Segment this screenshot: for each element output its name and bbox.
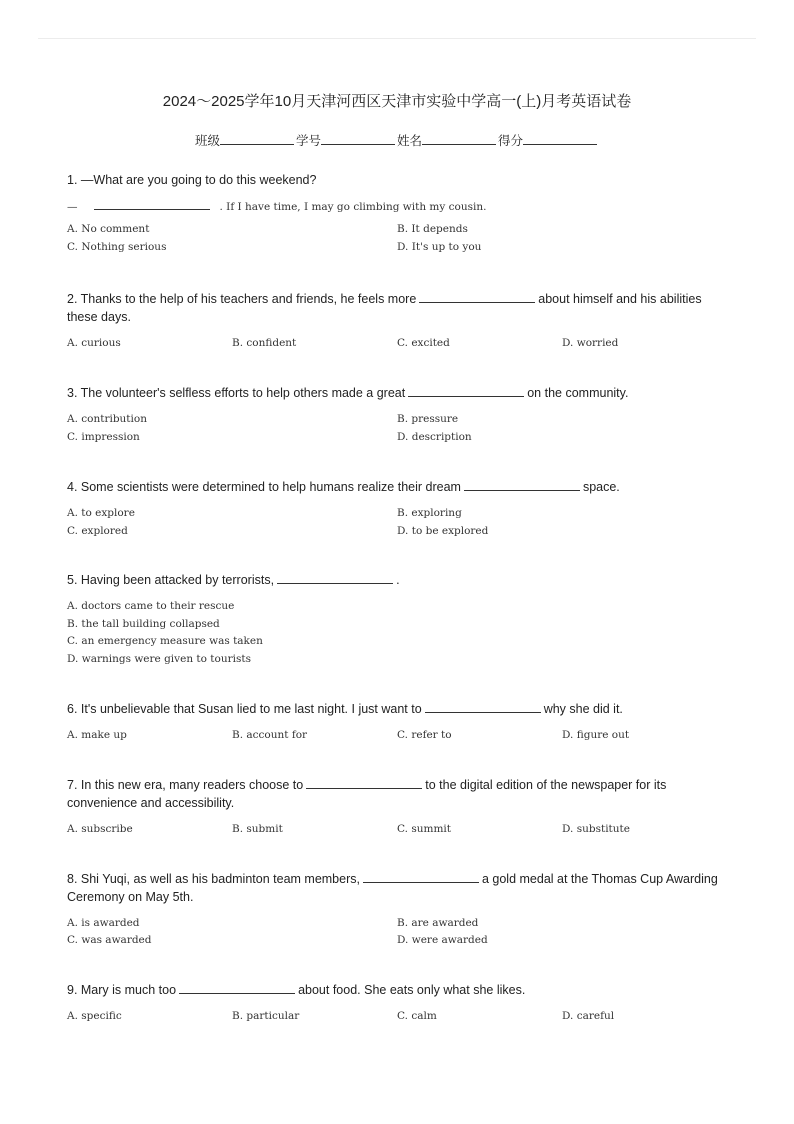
class-label: 班级 (194, 134, 220, 148)
options (67, 820, 727, 838)
question-5 (67, 571, 727, 668)
option-a[interactable]: A. subscribe (67, 822, 133, 835)
option-a[interactable]: A. to explore (67, 507, 135, 520)
option-a[interactable]: A. doctors came to their rescue (67, 600, 235, 613)
question-stem (67, 776, 727, 812)
answer-blank[interactable] (408, 384, 524, 397)
answer-blank[interactable] (179, 981, 295, 994)
option-a[interactable]: A. No comment (67, 223, 150, 236)
stem-text: 8. Shi Yuqi, as well as his badminton team members, (67, 872, 360, 886)
option-c[interactable]: C. excited (397, 336, 450, 349)
stem-text: 2. Thanks to the help of his teachers and friends, he feels more (67, 292, 417, 306)
question-stem (67, 981, 727, 1000)
option-b[interactable]: B. account for (232, 729, 308, 742)
question-6 (67, 700, 727, 744)
name-label: 姓名 (397, 134, 423, 148)
stem-text: 3. The volunteer's selfless efforts to help others made a great (67, 386, 406, 400)
option-c[interactable]: C. calm (397, 1010, 437, 1023)
stem-text: 6. It's unbelievable that Susan lied to me last night. I just want to (67, 702, 422, 716)
option-c[interactable]: C. was awarded (67, 934, 152, 947)
stem-text-after: a gold medal at the Thomas Cup Awarding Ceremony on May 5th. (67, 872, 718, 904)
question-4 (67, 478, 727, 540)
question-stem (67, 700, 727, 719)
options (67, 221, 727, 256)
option-d[interactable]: D. careful (562, 1010, 615, 1023)
stem-text: 1. —What are you going to do this weekend? (67, 173, 317, 187)
option-c[interactable]: C. Nothing serious (67, 240, 167, 253)
question-7 (67, 776, 727, 838)
options (67, 411, 727, 446)
stem-text-after: why she did it. (543, 702, 623, 716)
answer-blank[interactable] (419, 290, 535, 303)
stem-text-after: to the digital edition of the newspaper for its convenience and accessibility. (67, 778, 667, 810)
answer-blank[interactable] (306, 776, 422, 789)
question-8 (67, 870, 727, 949)
options (67, 334, 727, 352)
option-b[interactable]: B. confident (232, 336, 297, 349)
stem-text-after: . (396, 573, 400, 587)
option-b[interactable]: B. It depends (397, 223, 468, 236)
option-c[interactable]: C. an emergency measure was taken (67, 635, 263, 648)
options (67, 598, 727, 668)
option-d[interactable]: D. to be explored (397, 524, 489, 537)
question-stem (67, 478, 727, 497)
option-b[interactable]: B. submit (232, 822, 283, 835)
stem-text: 7. In this new era, many readers choose to (67, 778, 304, 792)
stem-text-after: about himself and his abilities these days. (67, 292, 702, 324)
options (67, 914, 727, 949)
options (67, 727, 727, 745)
option-c[interactable]: C. summit (397, 822, 451, 835)
stem-text: 5. Having been attacked by terrorists, (67, 573, 275, 587)
stem-text: 9. Mary is much too (67, 983, 177, 997)
stem-text-after: space. (582, 480, 620, 494)
question-1 (67, 172, 727, 256)
option-b[interactable]: B. are awarded (397, 916, 479, 929)
name-blank[interactable] (422, 131, 496, 145)
option-d[interactable]: D. It's up to you (397, 240, 482, 253)
id-blank[interactable] (321, 131, 395, 145)
question-2 (67, 290, 727, 352)
options (67, 505, 727, 540)
option-a[interactable]: A. contribution (67, 413, 147, 426)
question-stem (67, 172, 727, 190)
question-3 (67, 384, 727, 446)
dash-text: — (67, 200, 78, 213)
option-b[interactable]: B. exploring (397, 507, 462, 520)
question-stem (67, 870, 727, 906)
question-stem (67, 290, 727, 326)
option-d[interactable]: D. description (397, 430, 472, 443)
exam-title: 2024～2025学年10月天津河西区天津市实验中学高一(上)月考英语试卷 (162, 93, 632, 110)
question-stem (67, 384, 727, 403)
score-label: 得分 (498, 134, 524, 148)
option-b[interactable]: B. the tall building collapsed (67, 617, 220, 630)
subline-text: . If I have time, I may go climbing with my cousin. (219, 200, 487, 213)
answer-blank[interactable] (277, 571, 393, 584)
question-9 (67, 981, 727, 1025)
stem-text-after: on the community. (527, 386, 629, 400)
option-c[interactable]: C. explored (67, 524, 128, 537)
option-a[interactable]: A. is awarded (67, 916, 140, 929)
option-c[interactable]: C. refer to (397, 729, 452, 742)
option-a[interactable]: A. make up (67, 729, 127, 742)
top-rule (38, 38, 756, 39)
option-d[interactable]: D. worried (562, 336, 619, 349)
stem-text-after: about food. She eats only what she likes. (298, 983, 526, 997)
question-subline (67, 197, 727, 213)
score-blank[interactable] (523, 131, 597, 145)
answer-blank[interactable] (94, 197, 210, 210)
stem-text: 4. Some scientists were determined to help humans realize their dream (67, 480, 461, 494)
option-a[interactable]: A. curious (67, 336, 121, 349)
student-info-line (0, 131, 794, 149)
option-c[interactable]: C. impression (67, 430, 140, 443)
option-d[interactable]: D. warnings were given to tourists (67, 652, 251, 665)
option-d[interactable]: D. substitute (562, 822, 630, 835)
option-b[interactable]: B. pressure (397, 413, 459, 426)
question-stem (67, 571, 727, 590)
option-b[interactable]: B. particular (232, 1010, 300, 1023)
option-a[interactable]: A. specific (67, 1010, 122, 1023)
answer-blank[interactable] (363, 870, 479, 883)
option-d[interactable]: D. figure out (562, 729, 630, 742)
answer-blank[interactable] (464, 478, 580, 491)
class-blank[interactable] (220, 131, 294, 145)
option-d[interactable]: D. were awarded (397, 934, 488, 947)
answer-blank[interactable] (425, 700, 541, 713)
id-label: 学号 (295, 134, 321, 148)
options (67, 1008, 727, 1026)
